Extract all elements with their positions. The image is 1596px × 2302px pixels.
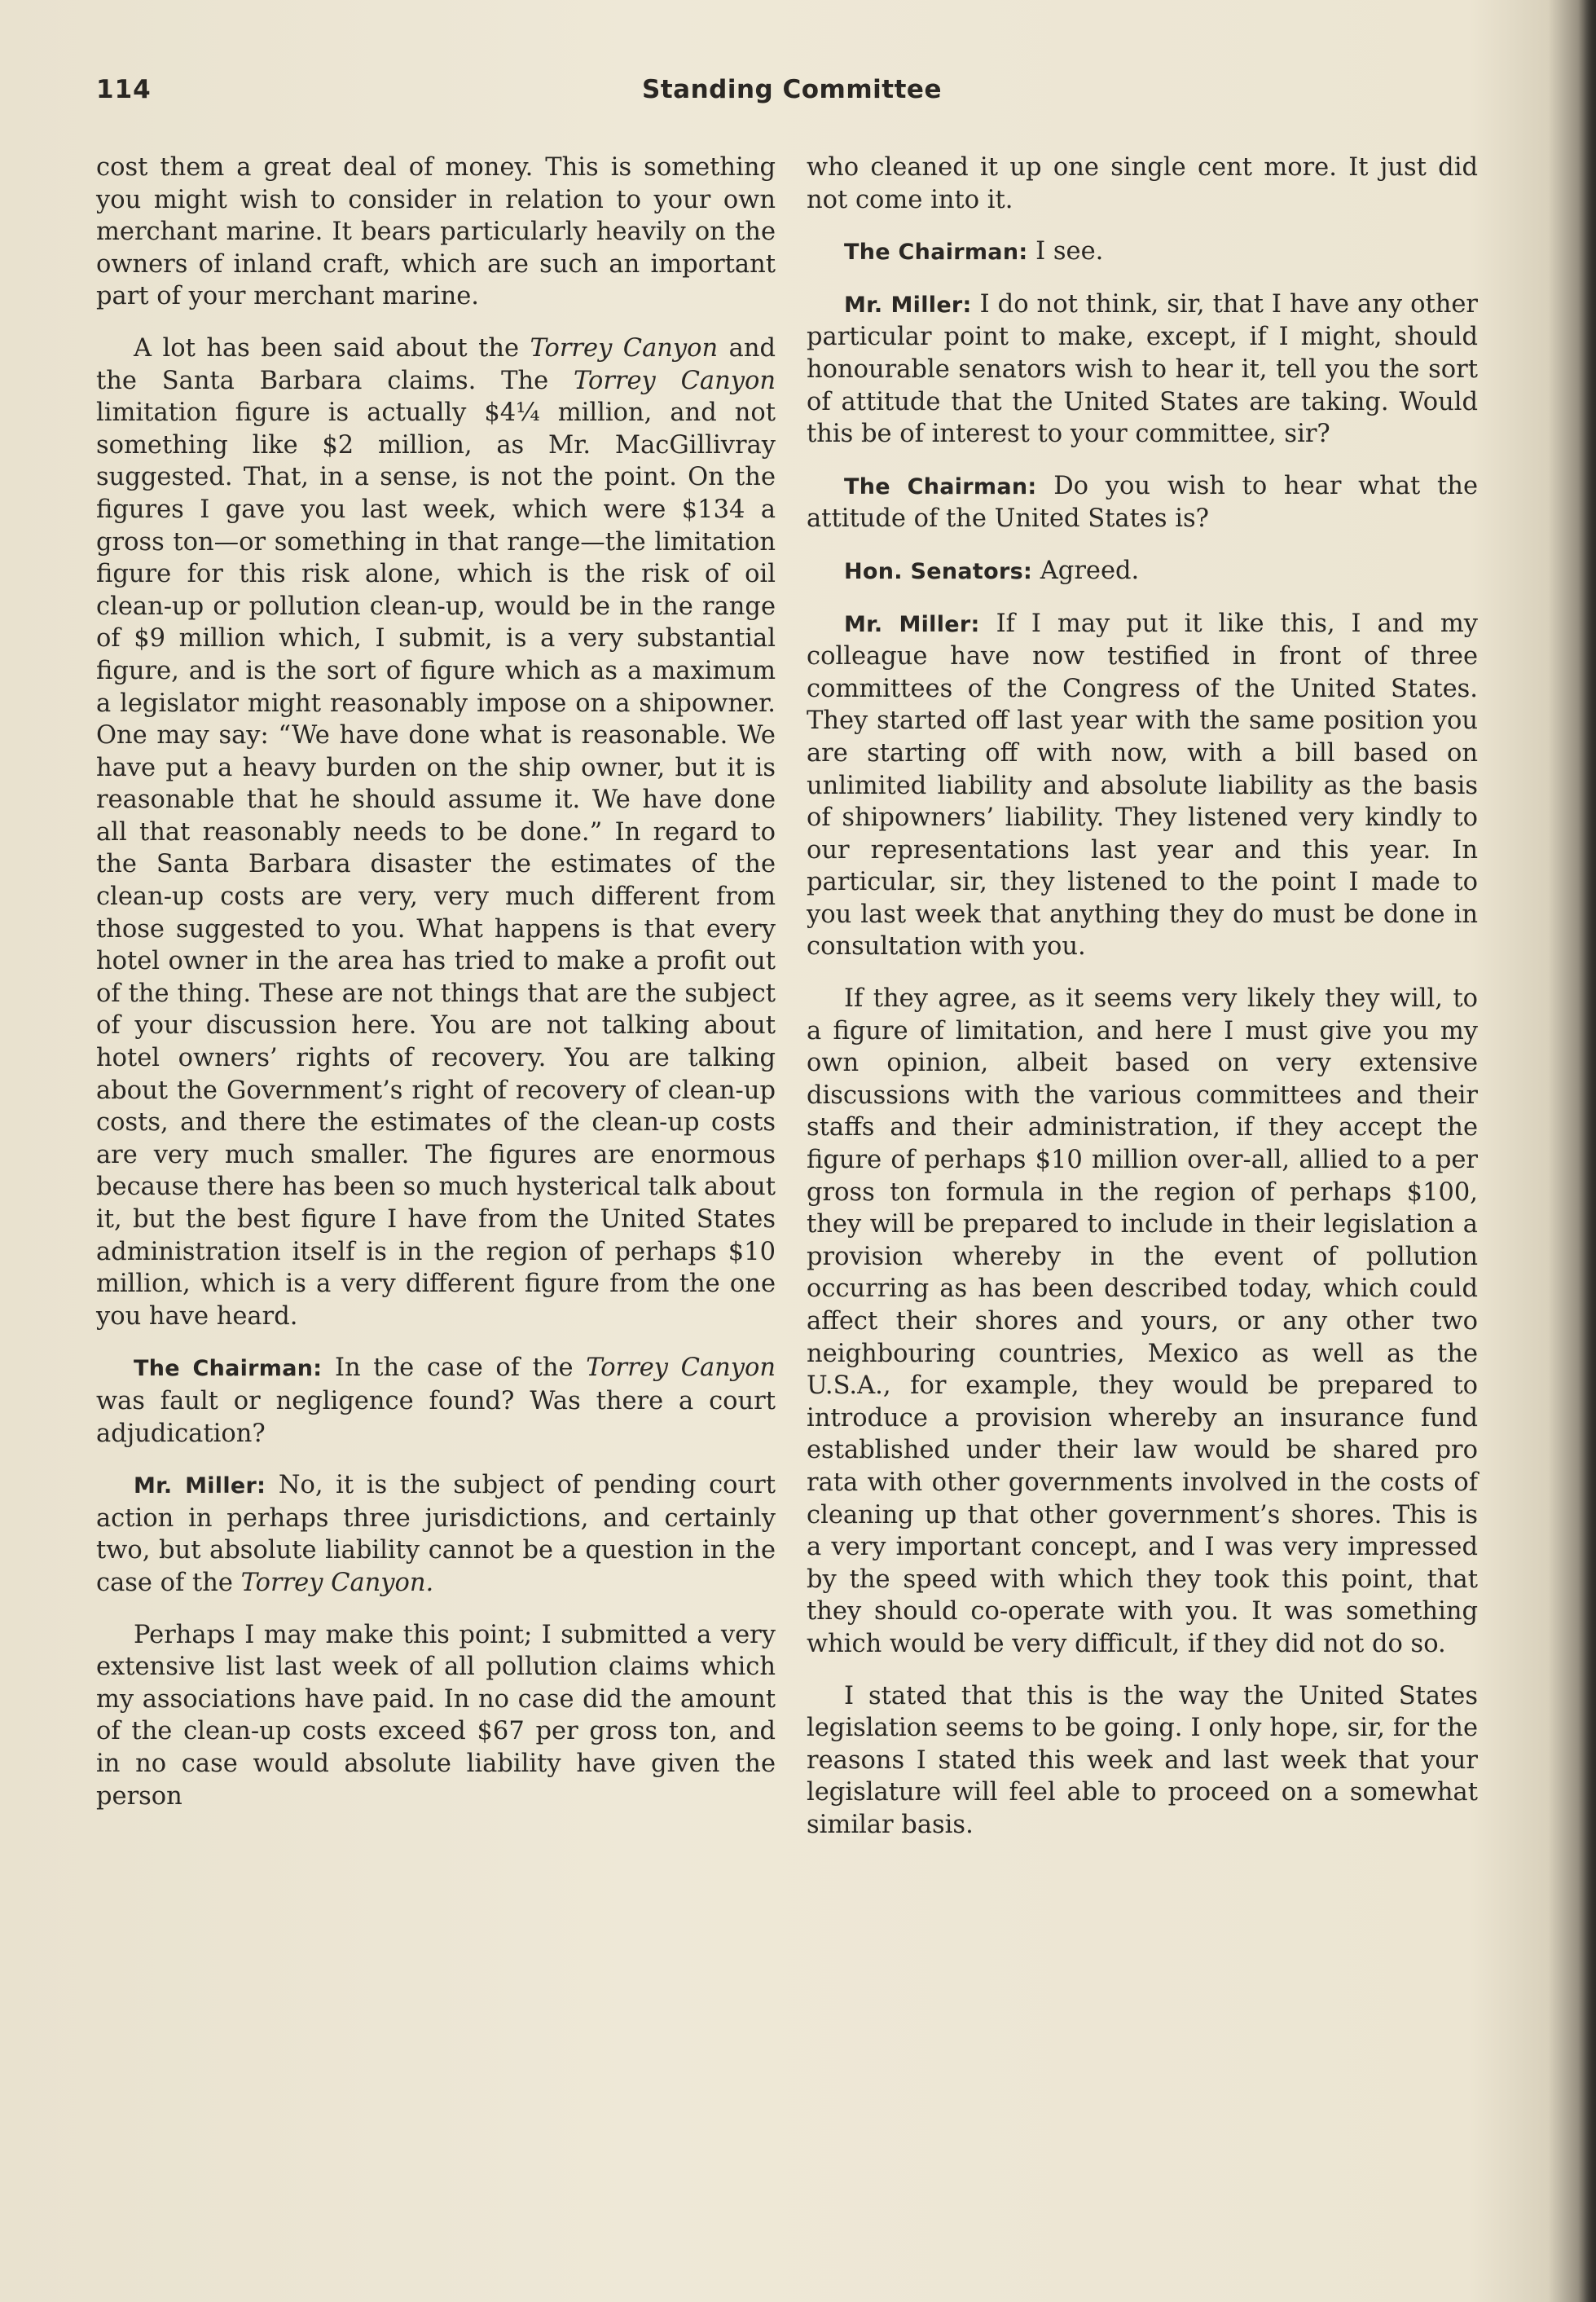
paragraph-text: and the Santa Barbara claims. The xyxy=(96,333,776,395)
ship-name: Torrey Canyon xyxy=(530,333,719,363)
paragraph-text: was fault or negligence found? Was there a court adjudication? xyxy=(96,1386,776,1448)
speaker-label: The Chairman: xyxy=(844,473,1037,500)
paragraph-text: I do not think, sir, that I have any other particular point to make, except, if I might, should honourable senators wish to hear it, tell you the sort of attitude that the United States are taking. Would this be of interest to your committee, sir? xyxy=(807,289,1478,449)
speech-chairman xyxy=(96,1352,776,1450)
speaker-label: Mr. Miller: xyxy=(134,1473,266,1499)
ship-name: Torrey Canyon xyxy=(573,366,776,395)
paragraph: If they agree, as it seems very likely they will, to a figure of limitation, and here I must give you my own opinion, albeit based on very extensive discussions with the various committees and their staffs and their administration, if they accept the figure of perhaps $10 million over-all, allied to a per gross ton formula in the region of perhaps $100, they will be prepared to include in their legislation a provision whereby in the event of pollution occurring as has been described today, which could affect their shores and yours, or any other two neighbouring countries, Mexico as well as the U.S.A., for example, they would be prepared to introduce a provision whereby an insurance fund established under their law would be shared pro rata with other governments involved in the costs of cleaning up that other government’s shores. This is a very important concept, and I was very impressed by the speed with which they took this point, that they should co-operate with you. It was something which would be very difficult, if they did not do so. xyxy=(807,984,1478,1658)
paragraph: cost them a great deal of money. This is something you might wish to consider in relation to your own merchant marine. It bears particularly heavily on the owners of inland craft, which are such an important part of your merchant marine. xyxy=(96,153,776,311)
paragraph-text: limitation figure is actually $4¼ million, and not something like $2 million, as Mr. MacGillivray suggested. That, in a sense, is not the point. On the figures I gave you last week, which were $134 a gross ton—or something in that range—the limitation figure for this risk alone, which is the risk of oil clean-up or pollution clean-up, would be in the range of $9 million which, I submit, is a very substantial figure, and is the sort of figure which as a maximum a legislator might reasonably impose on a shipowner. One may say: “We have done what is reasonable. We have put a heavy burden on the ship owner, but it is reasonable that he should assume it. We have done all that reasonably needs to be done.” In regard to the Santa Barbara disaster the estimates of the clean-up costs are very, very much different from those suggested to you. What happens is that every hotel owner in the area has tried to make a profit out of the thing. These are not things that are the subject of your discussion here. You are not talking about hotel owners’ rights of recovery. You are talking about the Government’s right of recovery of clean-up costs, and there the estimates of the clean-up costs are very much smaller. The figures are enormous because there has been so much hysterical talk about it, but the best figure I have from the United States administration itself is in the region of perhaps $10 million, which is a very different figure from the one you have heard. xyxy=(96,398,776,1331)
paragraph-text: In the case of the xyxy=(322,1353,587,1383)
speaker-label: The Chairman: xyxy=(134,1356,323,1382)
left-column xyxy=(96,152,776,1812)
paragraph-text: If I may put it like this, I and my colleague have now testified in front of three committees of the Congress of the United States. They started off last year with the same position you are starting off with now, with a bill based on unlimited liability and absolute liability as the basis of shipowners’ liability. They listened very kindly to our representations last year and this year. In particular, sir, they listened to the point I made to you last week that anything they do must be done in consultation with you. xyxy=(807,609,1478,962)
speech-miller xyxy=(807,608,1478,964)
paragraph-text: I see. xyxy=(1027,237,1104,266)
paragraph-text: No, it is the subject of pending court action in perhaps three jurisdictions, and certainly two, but absolute liability cannot be a question in the case of the xyxy=(96,1471,776,1597)
speech-chairman xyxy=(807,470,1478,535)
paragraph xyxy=(96,332,776,1332)
speech-miller xyxy=(96,1469,776,1599)
paragraph-text: Do you wish to hear what the attitude of the United States is? xyxy=(807,471,1478,534)
right-column xyxy=(807,152,1478,1842)
speech-senators xyxy=(807,555,1478,588)
paragraph-text: Agreed. xyxy=(1032,556,1140,585)
paragraph-text: A lot has been said about the xyxy=(134,333,530,363)
running-head: Standing Committee xyxy=(642,75,942,104)
speaker-label: The Chairman: xyxy=(844,240,1028,266)
ship-name: Torrey Canyon. xyxy=(240,1568,434,1597)
paragraph: who cleaned it up one single cent more. It just did not come into it. xyxy=(807,153,1478,214)
speaker-label: Hon. Senators: xyxy=(844,558,1033,584)
paragraph: Perhaps I may make this point; I submitted a very extensive list last week of all pollution claims which my associations have paid. In no case did the amount of the clean-up costs exceed $67 per gross ton, and in no case would absolute liability have given the person xyxy=(96,1620,776,1811)
speaker-label: Mr. Miller: xyxy=(844,611,980,637)
speaker-label: Mr. Miller: xyxy=(844,292,972,318)
page-number: 114 xyxy=(96,75,152,104)
speech-chairman xyxy=(807,235,1478,269)
book-spine-shadow xyxy=(1578,0,1596,2302)
paragraph: I stated that this is the way the United States legislation seems to be going. I only hope, sir, for the reasons I stated this week and last week that your legislature will feel able to proceed on a somewhat similar basis. xyxy=(807,1681,1478,1839)
ship-name: Torrey Canyon xyxy=(586,1353,776,1383)
page-header xyxy=(96,75,1481,116)
speech-miller xyxy=(807,288,1478,451)
